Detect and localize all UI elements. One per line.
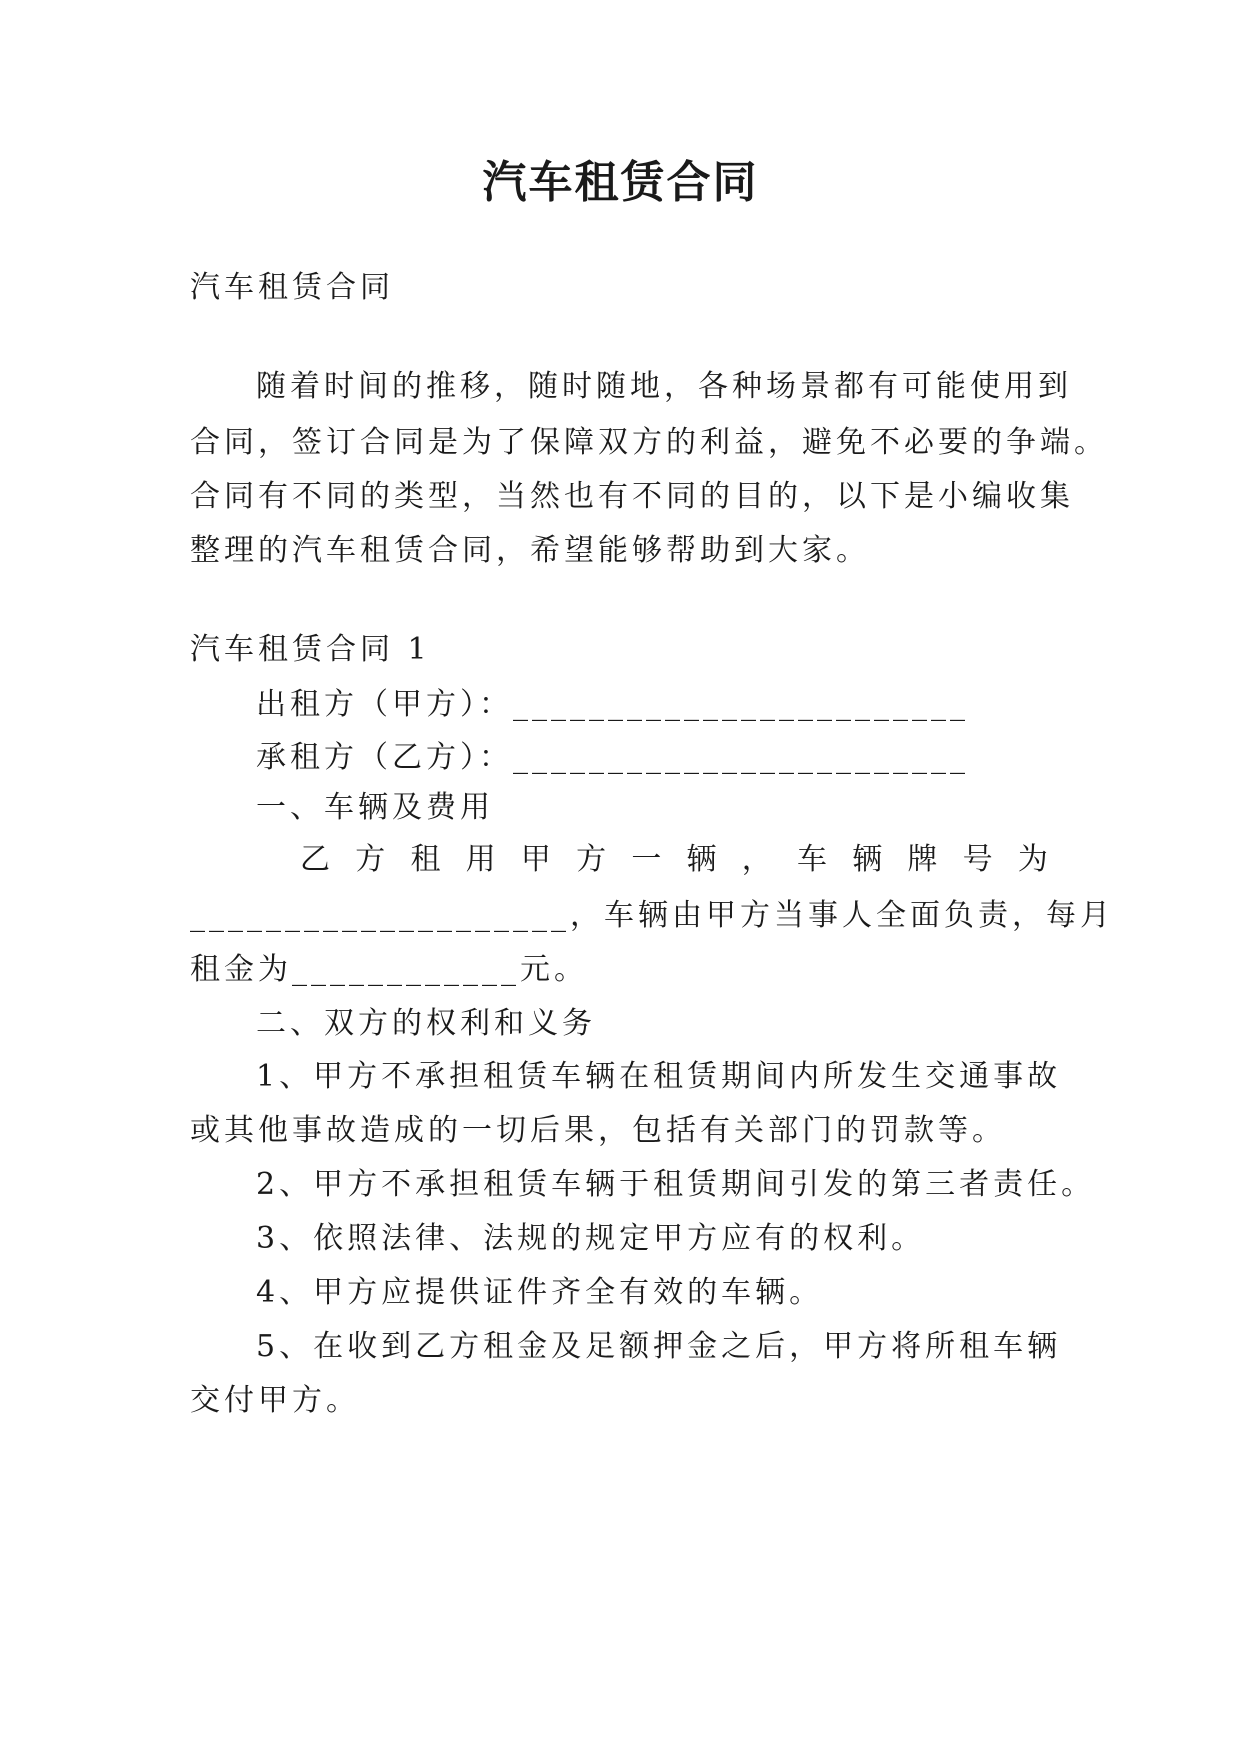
clause-char: 号 [962, 842, 997, 877]
item-5-line-2: 交付甲方。 [190, 1383, 360, 1418]
intro-line-3: 合同有不同的类型，当然也有不同的目的，以下是小编收集 [190, 479, 1074, 514]
clause-1-line-1 [300, 830, 1052, 890]
clause-1-line-2: ____________________，车辆由甲方当事人全面负责，每月 [190, 898, 1114, 933]
intro-line-2: 合同，签订合同是为了保障双方的利益，避免不必要的争端。 [190, 425, 1108, 460]
clause-1-line-3: 租金为____________元。 [190, 952, 588, 987]
item-5-line-1: 5、在收到乙方租金及足额押金之后，甲方将所租车辆 [256, 1329, 1062, 1364]
clause-char: 车 [796, 842, 831, 877]
clause-char: 方 [355, 842, 390, 877]
clause-char: 一 [631, 842, 666, 877]
clause-char: 牌 [907, 842, 942, 877]
clause-char: 甲 [520, 842, 555, 877]
intro-line-4: 整理的汽车租赁合同，希望能够帮助到大家。 [190, 533, 870, 568]
document-subtitle: 汽车租赁合同 [190, 270, 394, 305]
clause-char: 用 [465, 842, 500, 877]
party-a-line: 出租方（甲方）：________________________ [256, 687, 969, 722]
clause-char: 租 [410, 842, 445, 877]
clause-char: 为 [1017, 842, 1052, 877]
party-b-line: 承租方（乙方）：________________________ [256, 740, 969, 775]
intro-line-1: 随着时间的推移，随时随地，各种场景都有可能使用到 [256, 369, 1072, 404]
item-1-line-2: 或其他事故造成的一切后果，包括有关部门的罚款等。 [190, 1113, 1006, 1148]
clause-2-title: 二、双方的权利和义务 [256, 1006, 596, 1041]
section-title: 汽车租赁合同 1 [190, 632, 431, 667]
clause-char: 辆 [852, 842, 887, 877]
clause-1-title: 一、车辆及费用 [256, 790, 494, 825]
clause-char: 辆 [686, 842, 721, 877]
clause-char: ， [741, 842, 776, 877]
item-3: 3、依照法律、法规的规定甲方应有的权利。 [256, 1221, 926, 1256]
item-1-line-1: 1、甲方不承担租赁车辆在租赁期间内所发生交通事故 [256, 1059, 1062, 1094]
clause-char: 乙 [300, 842, 334, 877]
clause-char: 方 [576, 842, 611, 877]
document-title: 汽车租赁合同 [482, 157, 759, 208]
item-2: 2、甲方不承担租赁车辆于租赁期间引发的第三者责任。 [256, 1167, 1096, 1202]
item-4: 4、甲方应提供证件齐全有效的车辆。 [256, 1275, 824, 1310]
